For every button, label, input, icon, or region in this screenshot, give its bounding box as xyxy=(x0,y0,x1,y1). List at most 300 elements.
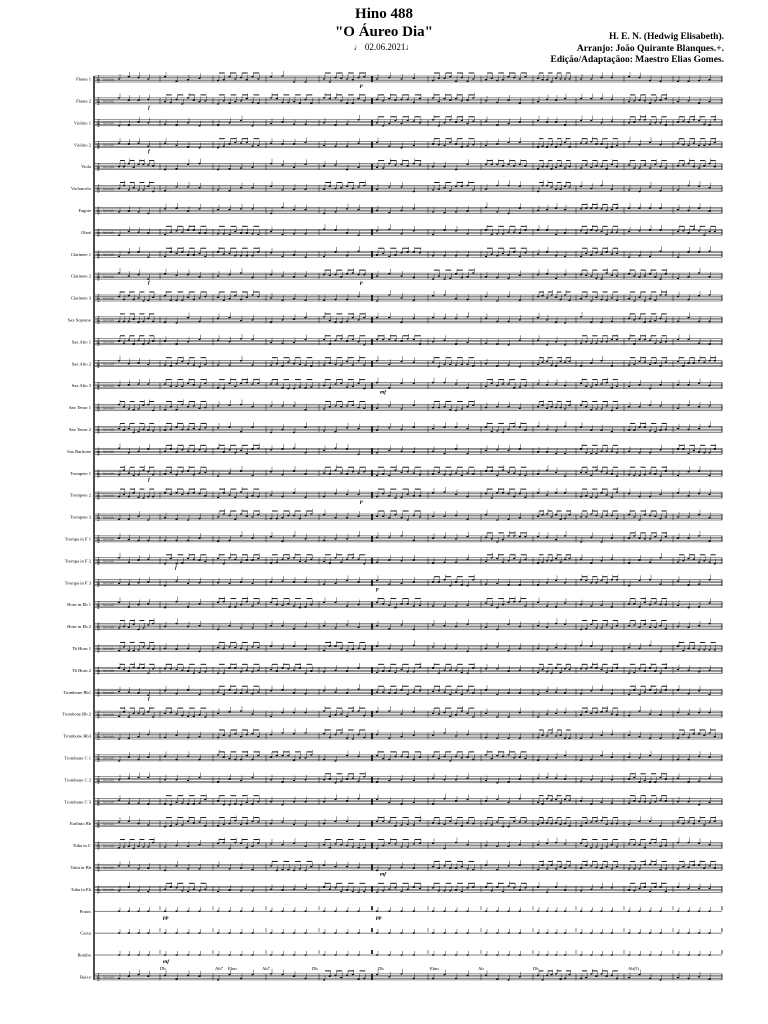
notehead xyxy=(550,560,552,562)
notehead xyxy=(175,426,177,428)
notehead xyxy=(152,430,154,432)
notehead xyxy=(659,294,661,296)
notehead xyxy=(340,276,342,278)
notehead xyxy=(432,492,434,494)
notehead xyxy=(649,256,651,258)
notehead xyxy=(665,167,667,169)
instrument-label: Violino 1 xyxy=(73,120,91,126)
notehead xyxy=(611,515,613,517)
notehead xyxy=(346,517,348,519)
notehead xyxy=(142,321,144,323)
notehead xyxy=(687,516,689,518)
notehead xyxy=(616,475,618,477)
notehead xyxy=(137,515,139,517)
notehead xyxy=(564,623,566,625)
notehead xyxy=(376,78,378,80)
notehead xyxy=(234,452,236,454)
notehead xyxy=(175,99,177,101)
notehead xyxy=(251,76,253,78)
notehead xyxy=(555,278,557,280)
notehead xyxy=(228,298,230,300)
notehead xyxy=(590,98,592,100)
notehead xyxy=(376,625,378,627)
notehead xyxy=(524,252,526,254)
notehead xyxy=(714,360,716,362)
notehead xyxy=(175,168,177,170)
notehead xyxy=(659,673,661,675)
notehead xyxy=(698,406,700,408)
notehead xyxy=(198,449,200,451)
notehead xyxy=(223,513,225,515)
notehead xyxy=(677,339,679,341)
notehead xyxy=(568,299,570,301)
notehead xyxy=(485,514,487,516)
notehead xyxy=(659,384,661,386)
notehead xyxy=(175,451,177,453)
notehead xyxy=(413,404,415,406)
clef-icon: 𝄞 xyxy=(96,578,101,587)
notehead xyxy=(170,232,172,234)
notehead xyxy=(388,450,390,452)
notehead xyxy=(394,497,396,499)
notehead xyxy=(703,165,705,167)
notehead xyxy=(217,629,219,631)
notehead xyxy=(376,167,378,169)
notehead xyxy=(357,383,359,385)
clef-icon: 𝄞 xyxy=(96,250,101,259)
notehead xyxy=(363,364,365,366)
notehead xyxy=(644,100,646,102)
notehead xyxy=(432,166,434,168)
notehead xyxy=(240,360,242,362)
notehead xyxy=(485,583,487,585)
notehead xyxy=(123,626,125,628)
notehead xyxy=(443,187,445,189)
notehead xyxy=(555,77,557,79)
notehead xyxy=(246,515,248,517)
notehead xyxy=(363,407,365,409)
staff xyxy=(67,443,722,456)
notehead xyxy=(357,407,359,409)
notehead xyxy=(638,406,640,408)
notehead xyxy=(187,451,189,453)
notehead xyxy=(432,255,434,257)
notehead xyxy=(580,98,582,100)
notehead xyxy=(193,254,195,256)
notehead xyxy=(698,360,700,362)
notehead xyxy=(419,343,421,345)
notehead xyxy=(633,475,635,477)
notehead xyxy=(595,627,597,629)
notehead xyxy=(419,667,421,669)
notehead xyxy=(323,274,325,276)
notehead xyxy=(357,142,359,144)
notehead xyxy=(270,645,272,647)
notehead xyxy=(170,386,172,388)
notehead xyxy=(164,648,166,650)
notehead xyxy=(323,339,325,341)
notehead xyxy=(152,648,154,650)
notehead xyxy=(152,191,154,193)
staff xyxy=(70,465,722,478)
notehead xyxy=(164,429,166,431)
notehead xyxy=(400,451,402,453)
notehead xyxy=(128,691,130,693)
notehead xyxy=(357,296,359,298)
notehead xyxy=(257,558,259,560)
clef-icon: 𝄞 xyxy=(96,206,101,215)
notehead xyxy=(595,408,597,410)
notehead xyxy=(400,147,402,149)
editor-credit: Edição/Adaptaçãoo: Maestro Elias Gomes. xyxy=(550,55,724,65)
notehead xyxy=(246,296,248,298)
notehead xyxy=(270,231,272,233)
notehead xyxy=(638,580,640,582)
notehead xyxy=(388,98,390,100)
notehead xyxy=(304,256,306,258)
notehead xyxy=(693,450,695,452)
notehead xyxy=(638,384,640,386)
notehead xyxy=(537,77,539,79)
notehead xyxy=(304,648,306,650)
notehead xyxy=(407,471,409,473)
notehead xyxy=(270,449,272,451)
key-signature-icon: ♭♭♭♭♭ xyxy=(103,691,115,696)
notehead xyxy=(346,78,348,80)
notehead xyxy=(240,320,242,322)
notehead xyxy=(513,232,515,234)
notehead xyxy=(519,493,521,495)
notehead xyxy=(555,514,557,516)
notehead xyxy=(147,213,149,215)
notehead xyxy=(251,448,253,450)
notehead xyxy=(466,164,468,166)
notehead xyxy=(443,491,445,493)
notehead xyxy=(616,275,618,277)
notehead xyxy=(352,339,354,341)
notehead xyxy=(228,494,230,496)
notehead xyxy=(357,559,359,561)
notehead xyxy=(217,558,219,560)
staff xyxy=(72,662,722,675)
notehead xyxy=(432,428,434,430)
notehead xyxy=(564,602,566,604)
notehead xyxy=(611,473,613,475)
notehead xyxy=(123,646,125,648)
notehead xyxy=(270,97,272,99)
notehead xyxy=(606,251,608,253)
notehead xyxy=(455,143,457,145)
notehead xyxy=(346,169,348,171)
notehead xyxy=(611,365,613,367)
notehead xyxy=(628,231,630,233)
notehead xyxy=(204,427,206,429)
notehead xyxy=(293,81,295,83)
key-signature-icon: ♭♭♭♭♭ xyxy=(103,99,115,105)
notehead xyxy=(443,648,445,650)
notehead xyxy=(606,672,608,674)
notehead xyxy=(137,629,139,631)
notehead xyxy=(228,364,230,366)
notehead xyxy=(502,79,504,81)
notehead xyxy=(638,559,640,561)
notehead xyxy=(502,233,504,235)
notehead xyxy=(708,360,710,362)
notehead xyxy=(496,646,498,648)
notehead xyxy=(334,670,336,672)
notehead xyxy=(293,363,295,365)
notehead xyxy=(204,296,206,298)
notehead xyxy=(251,671,253,673)
notehead xyxy=(400,517,402,519)
notehead xyxy=(568,146,570,148)
notehead xyxy=(293,557,295,559)
notehead xyxy=(246,670,248,672)
notehead xyxy=(363,185,365,187)
notehead xyxy=(137,297,139,299)
notehead xyxy=(611,497,613,499)
notehead xyxy=(443,294,445,296)
notehead xyxy=(240,470,242,472)
notehead xyxy=(257,496,259,498)
notehead xyxy=(537,451,539,453)
notehead xyxy=(329,645,331,647)
notehead xyxy=(633,121,635,123)
notehead xyxy=(228,190,230,192)
notehead xyxy=(137,431,139,433)
notehead xyxy=(376,254,378,256)
notehead xyxy=(234,101,236,103)
notehead xyxy=(187,341,189,343)
notehead xyxy=(304,515,306,517)
notehead xyxy=(443,474,445,476)
notehead xyxy=(485,470,487,472)
notehead xyxy=(616,491,618,493)
notehead xyxy=(357,209,359,211)
notehead xyxy=(240,142,242,144)
notehead xyxy=(164,690,166,692)
notehead xyxy=(665,341,667,343)
notehead xyxy=(585,275,587,277)
notehead xyxy=(376,360,378,362)
notehead xyxy=(491,77,493,79)
notehead xyxy=(537,473,539,475)
notehead xyxy=(251,294,253,296)
notehead xyxy=(496,343,498,345)
notehead xyxy=(432,211,434,213)
staff xyxy=(65,575,722,588)
notehead xyxy=(281,474,283,476)
notehead xyxy=(234,142,236,144)
notehead xyxy=(682,560,684,562)
notehead xyxy=(455,318,457,320)
notehead xyxy=(638,296,640,298)
notehead xyxy=(193,474,195,476)
notehead xyxy=(329,473,331,475)
notehead xyxy=(152,496,154,498)
notehead xyxy=(564,361,566,363)
notehead xyxy=(400,583,402,585)
notehead xyxy=(281,667,283,669)
notehead xyxy=(590,321,592,323)
instrument-label: Viola xyxy=(81,164,91,170)
notehead xyxy=(555,234,557,236)
notehead xyxy=(519,78,521,80)
notehead xyxy=(240,208,242,210)
notehead xyxy=(708,649,710,651)
notehead xyxy=(611,253,613,255)
notehead xyxy=(485,343,487,345)
notehead xyxy=(128,650,130,652)
notehead xyxy=(118,142,120,144)
notehead xyxy=(304,209,306,211)
notehead xyxy=(419,98,421,100)
notehead xyxy=(665,321,667,323)
notehead xyxy=(175,343,177,345)
notehead xyxy=(137,362,139,364)
notehead xyxy=(466,210,468,212)
notehead xyxy=(123,343,125,345)
notehead xyxy=(590,513,592,515)
notehead xyxy=(118,667,120,669)
notehead xyxy=(198,386,200,388)
notehead xyxy=(357,319,359,321)
notehead xyxy=(413,191,415,193)
notehead xyxy=(502,253,504,255)
notehead xyxy=(164,607,166,609)
notehead xyxy=(251,277,253,279)
notehead xyxy=(152,165,154,167)
notehead xyxy=(304,99,306,101)
notehead xyxy=(455,211,457,213)
notehead xyxy=(323,625,325,627)
notehead xyxy=(346,559,348,561)
notehead xyxy=(606,210,608,212)
notehead xyxy=(400,361,402,363)
notehead xyxy=(654,100,656,102)
notehead xyxy=(299,607,301,609)
notehead xyxy=(537,296,539,298)
notehead xyxy=(537,625,539,627)
notehead xyxy=(137,274,139,276)
notehead xyxy=(507,560,509,562)
notehead xyxy=(118,256,120,258)
notehead xyxy=(466,255,468,257)
notehead xyxy=(649,102,651,104)
notehead xyxy=(714,649,716,651)
notehead xyxy=(449,278,451,280)
notehead xyxy=(698,583,700,585)
notehead xyxy=(496,519,498,521)
notehead xyxy=(611,275,613,277)
notehead xyxy=(118,474,120,476)
notehead xyxy=(299,667,301,669)
notehead xyxy=(128,275,130,277)
notehead xyxy=(438,407,440,409)
notehead xyxy=(455,298,457,300)
notehead xyxy=(323,97,325,99)
key-signature-icon: ♭♭♭♭♭ xyxy=(103,515,115,521)
notehead xyxy=(703,235,705,237)
notehead xyxy=(346,145,348,147)
notehead xyxy=(507,623,509,625)
notehead xyxy=(687,100,689,102)
notehead xyxy=(466,342,468,344)
notehead xyxy=(472,404,474,406)
notehead xyxy=(175,145,177,147)
notehead xyxy=(128,363,130,365)
notehead xyxy=(346,670,348,672)
notehead xyxy=(251,627,253,629)
notehead xyxy=(187,79,189,81)
notehead xyxy=(693,119,695,121)
notehead xyxy=(323,316,325,318)
notehead xyxy=(304,497,306,499)
notehead xyxy=(472,78,474,80)
staff xyxy=(69,421,722,434)
notehead xyxy=(133,167,135,169)
notehead xyxy=(628,386,630,388)
notehead xyxy=(677,165,679,167)
notehead xyxy=(251,646,253,648)
notehead xyxy=(204,364,206,366)
notehead xyxy=(633,343,635,345)
notehead xyxy=(438,275,440,277)
notehead xyxy=(524,497,526,499)
notehead xyxy=(564,322,566,324)
notehead xyxy=(175,474,177,476)
notehead xyxy=(682,230,684,232)
notehead xyxy=(128,408,130,410)
notehead xyxy=(228,76,230,78)
notehead xyxy=(334,493,336,495)
notehead xyxy=(118,296,120,298)
notehead xyxy=(323,408,325,410)
notehead xyxy=(606,382,608,384)
key-signature-icon: ♭♭♭♭♭ xyxy=(103,450,115,456)
notehead xyxy=(334,557,336,559)
notehead xyxy=(633,429,635,431)
notehead xyxy=(638,318,640,320)
notehead xyxy=(438,144,440,146)
notehead xyxy=(513,251,515,253)
notehead xyxy=(147,496,149,498)
notehead xyxy=(164,256,166,258)
notehead xyxy=(323,145,325,147)
notehead xyxy=(443,318,445,320)
notehead xyxy=(137,383,139,385)
notehead xyxy=(363,648,365,650)
notehead xyxy=(388,123,390,125)
staff xyxy=(81,159,722,172)
notehead xyxy=(568,669,570,671)
notehead xyxy=(638,496,640,498)
notehead xyxy=(466,585,468,587)
notehead xyxy=(537,253,539,255)
notehead xyxy=(564,385,566,387)
notehead xyxy=(496,80,498,82)
notehead xyxy=(304,606,306,608)
notehead xyxy=(507,472,509,474)
notehead xyxy=(585,296,587,298)
notehead xyxy=(703,145,705,147)
notehead xyxy=(443,605,445,607)
notehead xyxy=(217,427,219,429)
notehead xyxy=(187,383,189,385)
notehead xyxy=(654,362,656,364)
notehead xyxy=(687,232,689,234)
notehead xyxy=(502,539,504,541)
